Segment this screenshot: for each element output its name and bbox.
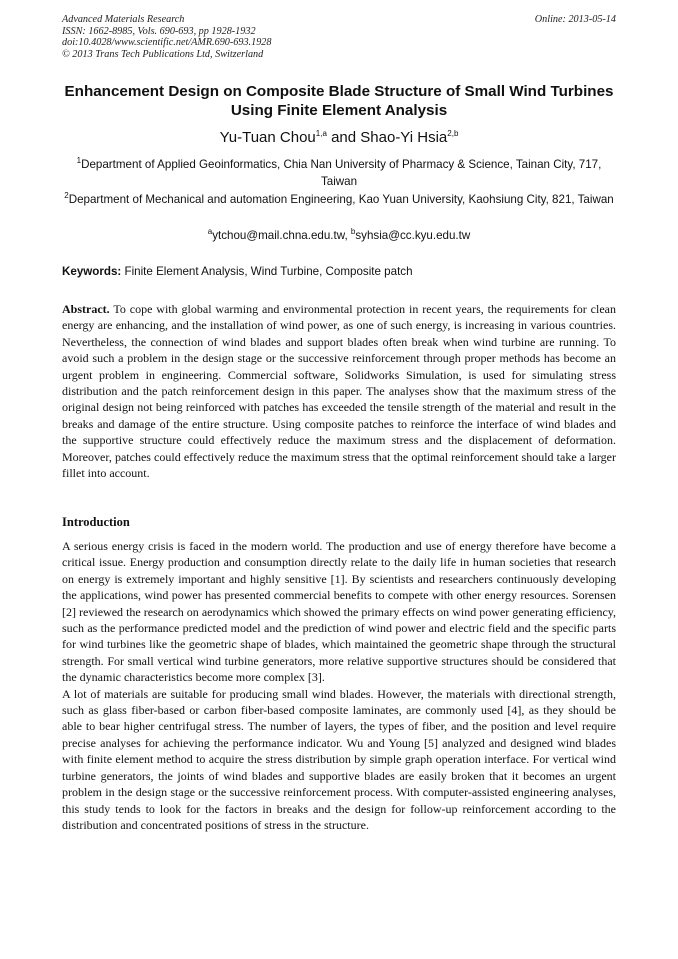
email-1-marker: a xyxy=(207,227,213,237)
issn-line: ISSN: 1662-8985, Vols. 690-693, pp 1928-1932 xyxy=(62,25,256,37)
journal-name: Advanced Materials Research xyxy=(62,14,185,25)
introduction-heading: Introduction xyxy=(62,515,130,529)
affiliation-2-marker: 2 xyxy=(64,191,69,201)
copyright-line: © 2013 Trans Tech Publications Ltd, Switzerland xyxy=(62,48,264,60)
introduction-paragraph-2: A lot of materials are suitable for producing small wind blades. However, the materials with directional strength, such as glass fiber-based or carbon fiber-based composite laminates, are commonly used [4], as they should be able to bear higher centrifugal stress. The number of layers, the types of fiber, and the position and level require precise analyses for achieving the performance indicator. Wu and Young [5] analyzed and designed wind blades with finite element method to acquire the stress distribution by simple graph operation interface. For vertical wind turbine generators, the joints of wind blades and supportive blades are easily broken that it becomes an urgent problem in the design stage or the successive reinforcement process. With computer-assisted engineering analyses, this study tends to look for the factors in breaks and the design for follow-up reinforcement according to the distribution and concentrated positions of stress in the structure. xyxy=(62,686,616,832)
introduction-paragraph-1: A serious energy crisis is faced in the modern world. The production and use of energy therefore have become a critical issue. Energy production and consumption directly relate to the daily life in human societies that research on energy is extremely important and highly sensitive [1]. By scientists and researchers continuously developing the applications, wind power has presented commercial benefits to compete with other energy resources. Sorensen [2] reviewed the research on aerodynamics which showed the primary effects on wind power generating efficiency, such as the performance predicted model and the prediction of wind power and electric field and the specific parts for wind turbines like the geometric shape of blades, which maintained the geometric shape through the structural strength. For small vertical wind turbine generators, more relative supportive structures should be considered that the dynamic characteristics become more complex [3]. xyxy=(62,539,616,685)
affiliation-2 xyxy=(62,192,616,209)
affiliation-1-marker: 1 xyxy=(76,156,82,166)
author-conjunction: and xyxy=(326,129,361,146)
keywords-text: Finite Element Analysis, Wind Turbine, Composite patch xyxy=(121,265,413,278)
introduction-body xyxy=(62,538,616,833)
doi-line: doi:10.4028/www.scientific.net/AMR.690-693.1928 xyxy=(62,37,272,49)
affiliation-2-text: Department of Mechanical and automation Engineering, Kao Yuan University, Kaohsiung City, 821, Taiwan xyxy=(68,193,614,206)
affiliation-1 xyxy=(62,157,616,190)
abstract-label: Abstract. xyxy=(62,302,110,316)
abstract-text: To cope with global warming and environmental protection in recent years, the requirements for clean energy are enhancing, and the installation of wind power, as one of such energy, is increasing in various countries. Nevertheless, the connection of wind blades and support blades often break when wind turbine are running. To avoid such a problem in the design stage or the successive reinforcement through proper methods has become an urgent problem in engineering. Commercial software, Solidworks Simulation, is used for simulating stress distribution and the patch reinforcement design in this paper. The analyses show that the maximum stress of the original design not being reinforced with patches has exceeded the tensile strength of the material and result in the breaks and damage of the entire structure. Using composite patches to reinforce the interface of wind blades and the supportive structure could effectively reduce the maximum stress and the displacement of deformation. Moreover, patches could effectively reduce the maximum stress that the optimal reinforcement should take a larger fillet into account. xyxy=(62,302,616,481)
email-2-marker: b xyxy=(350,227,356,237)
email-2[interactable]: syhsia@cc.kyu.edu.tw xyxy=(355,229,471,242)
keywords-label: Keywords: xyxy=(62,265,122,278)
author-list xyxy=(62,129,616,147)
author-emails xyxy=(62,228,616,244)
abstract xyxy=(62,301,616,481)
keywords xyxy=(62,264,616,280)
email-1[interactable]: ytchou@mail.chna.edu.tw, xyxy=(212,229,351,242)
paper-title: Enhancement Design on Composite Blade Structure of Small Wind Turbines Using Finite Element Analysis xyxy=(64,83,614,119)
affiliation-1-text: Department of Applied Geoinformatics, Chia Nan University of Pharmacy & Science, Tainan City, 717, Taiwan xyxy=(81,158,602,188)
journal-header xyxy=(62,14,616,60)
author-1: Yu-Tuan Chou xyxy=(219,129,316,146)
author-2-marker: 2,b xyxy=(447,129,459,138)
author-2: Shao-Yi Hsia xyxy=(360,129,448,146)
author-1-marker: 1,a xyxy=(315,129,327,138)
online-date: Online: 2013-05-14 xyxy=(534,14,616,25)
